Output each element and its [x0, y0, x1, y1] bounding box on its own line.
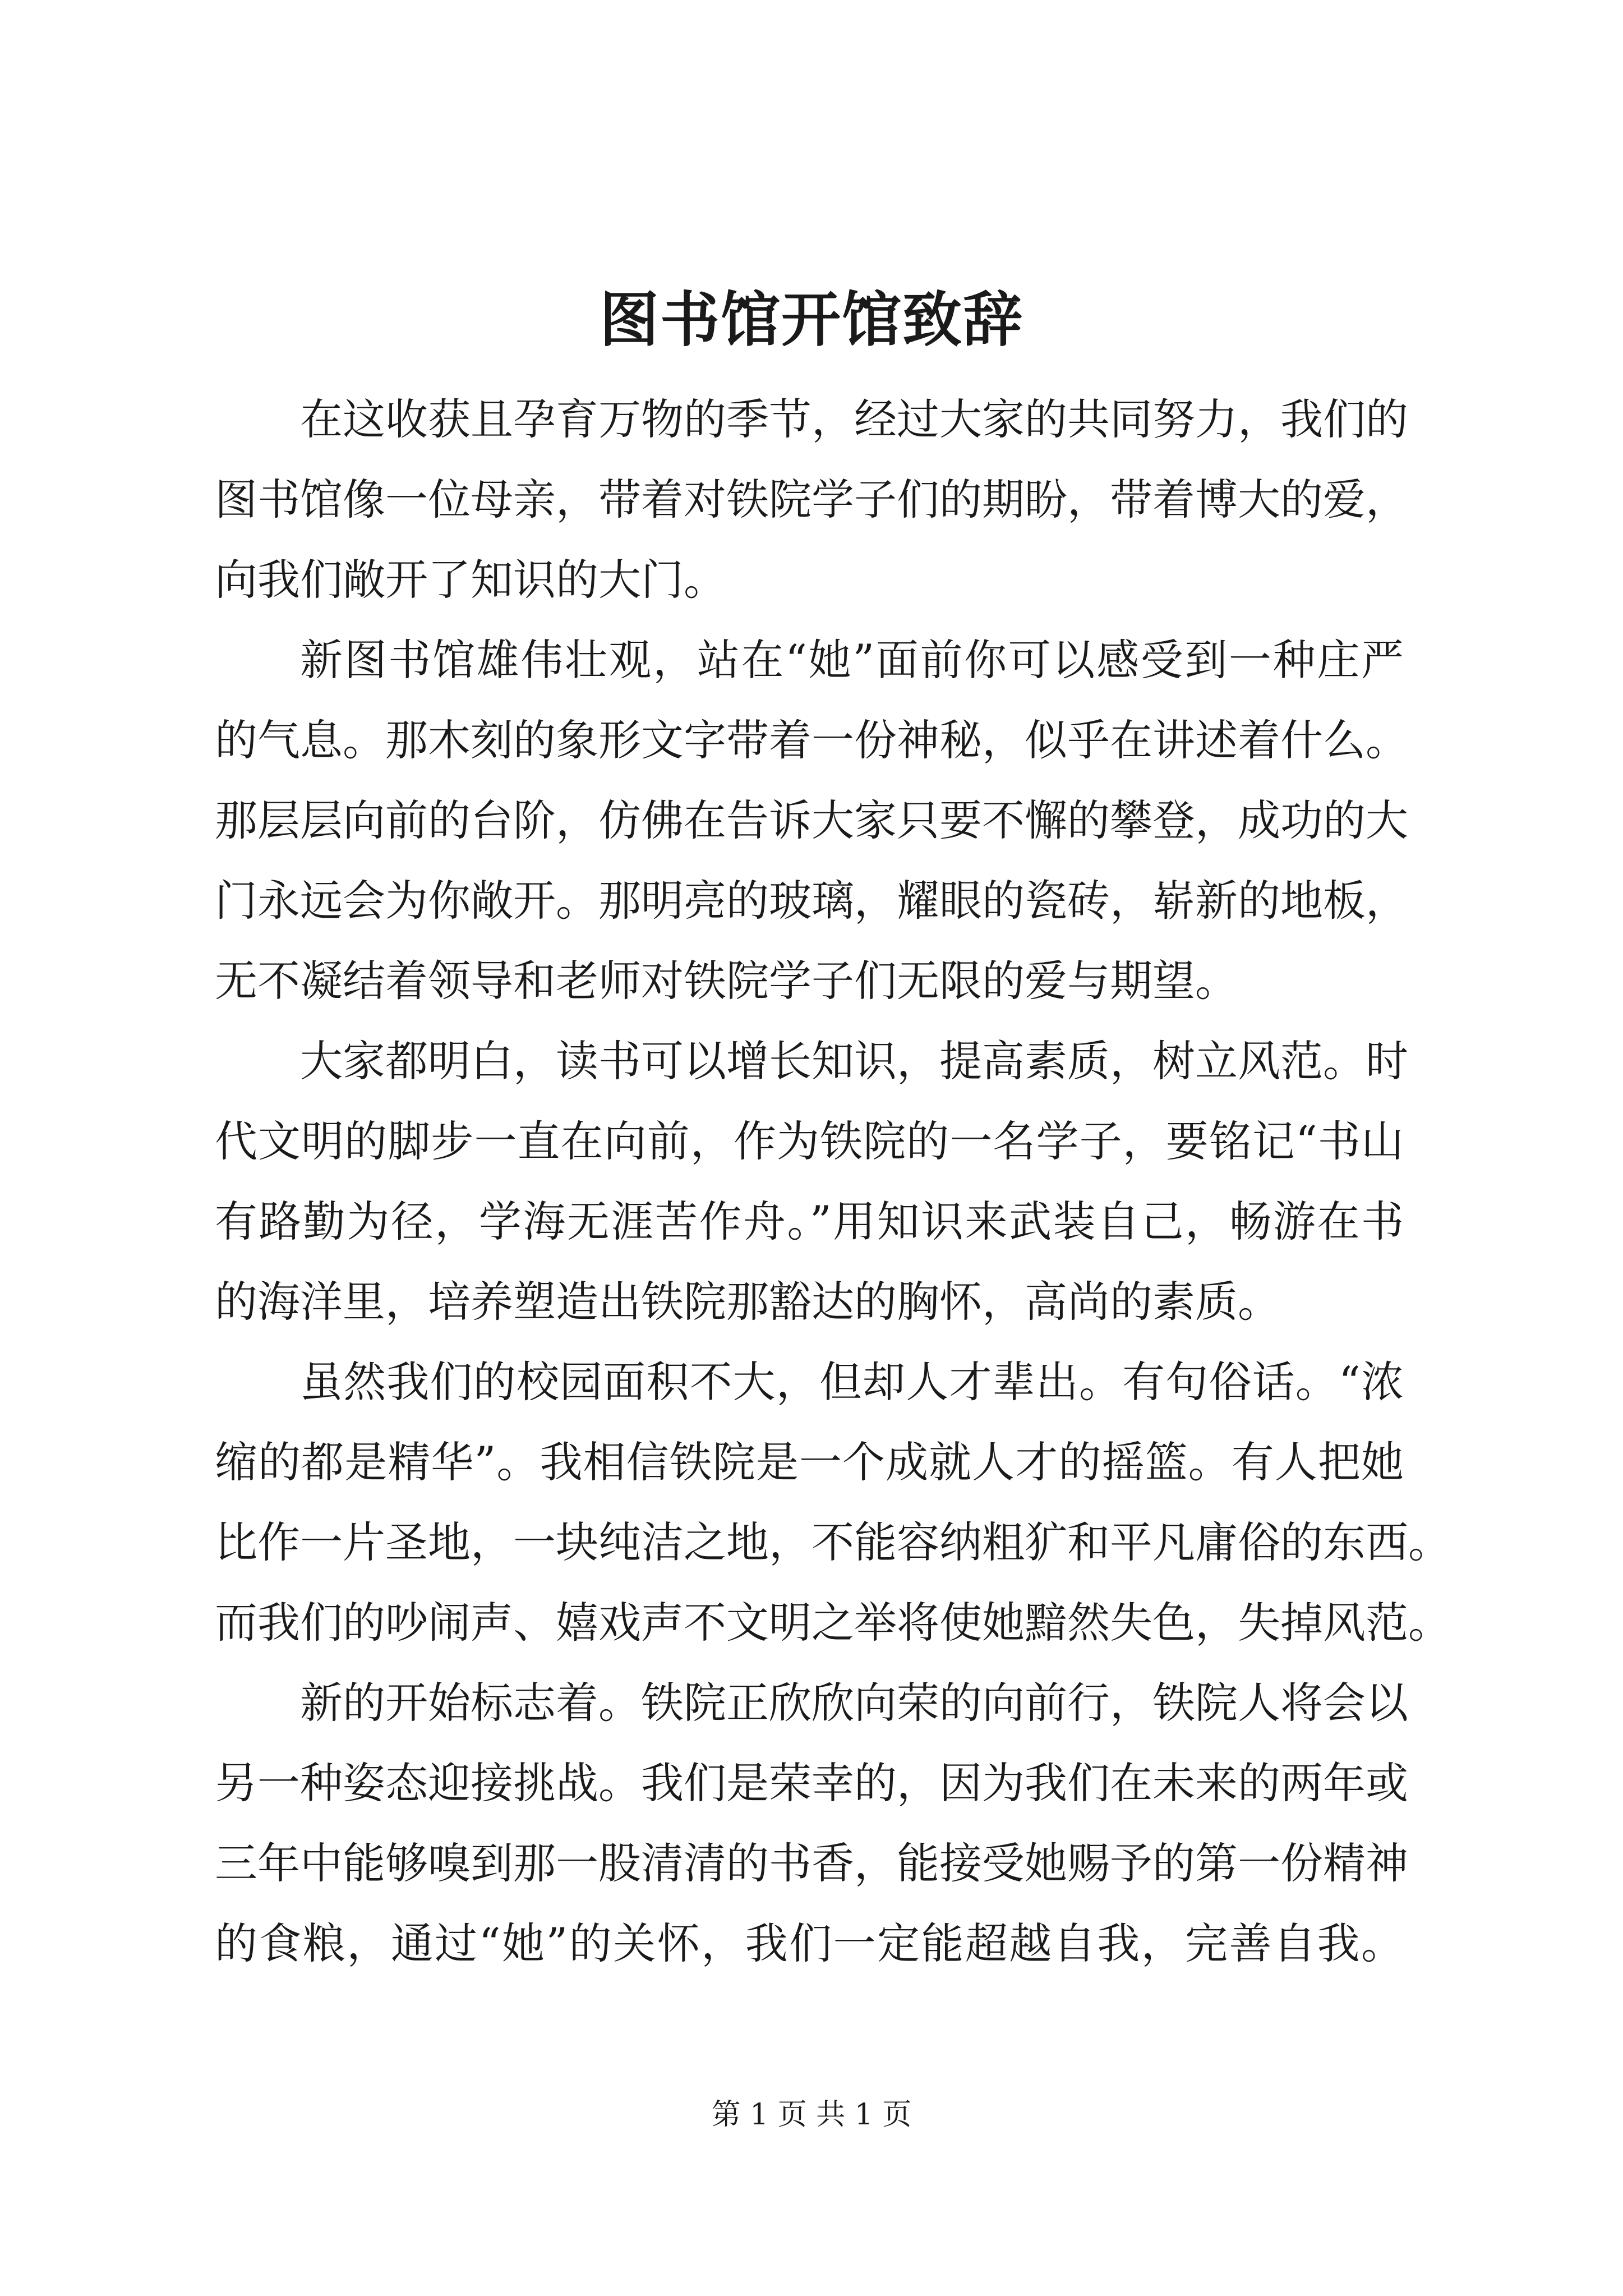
text-line: 门永远会为你敞开。那明亮的玻璃，耀眼的瓷砖，崭新的地板，	[215, 876, 1408, 926]
text-line: 的海洋里，培养塑造出铁院那豁达的胸怀，高尚的素质。	[215, 1277, 1280, 1327]
text-line: 虽然我们的校园面积不大，但却人才辈出。有句俗话。“浓	[300, 1357, 1404, 1407]
text-line: 向我们敞开了知识的大门。	[215, 555, 726, 605]
paragraph-2	[215, 620, 1408, 1021]
text-line: 那层层向前的台阶，仿佛在告诉大家只要不懈的攀登，成功的大	[215, 795, 1408, 845]
page-title: 图书馆开馆致辞	[600, 284, 1023, 355]
paragraph-3	[215, 1021, 1408, 1342]
text-line: 的气息。那木刻的象形文字带着一份神秘，似乎在讲述着什么。	[215, 715, 1408, 765]
text-line: 大家都明白，读书可以增长知识，提高素质，树立风范。时	[300, 1036, 1408, 1086]
text-line: 图书馆像一位母亲，带着对铁院学子们的期盼，带着博大的爱，	[215, 475, 1408, 524]
page-footer: 第 1 页 共 1 页	[711, 2098, 912, 2132]
paragraph-1	[215, 379, 1408, 620]
text-line: 的食粮，通过“她”的关怀，我们一定能超越自我，完善自我。	[215, 1918, 1404, 1968]
text-line: 缩的都是精华”。我相信铁院是一个成就人才的摇篮。有人把她	[215, 1437, 1404, 1487]
paragraph-5	[215, 1663, 1408, 1984]
text-line: 新的开始标志着。铁院正欣欣向荣的向前行，铁院人将会以	[300, 1678, 1408, 1728]
text-line: 有路勤为径，学海无涯苦作舟。”用知识来武装自己，畅游在书	[215, 1197, 1404, 1246]
text-line: 另一种姿态迎接挑战。我们是荣幸的，因为我们在未来的两年或	[215, 1758, 1408, 1808]
text-line: 代文明的脚步一直在向前，作为铁院的一名学子，要铭记“书山	[215, 1116, 1404, 1166]
text-line: 比作一片圣地，一块纯洁之地，不能容纳粗犷和平凡庸俗的东西。	[215, 1517, 1451, 1567]
text-line: 新图书馆雄伟壮观，站在“她”面前你可以感受到一种庄严	[300, 635, 1404, 685]
document-body	[215, 379, 1451, 1984]
paragraph-4	[215, 1342, 1451, 1663]
text-line: 在这收获且孕育万物的季节，经过大家的共同努力，我们的	[300, 394, 1408, 444]
text-line: 而我们的吵闹声、嬉戏声不文明之举将使她黯然失色，失掉风范。	[215, 1598, 1451, 1648]
text-line: 三年中能够嗅到那一股清清的书香，能接受她赐予的第一份精神	[215, 1838, 1408, 1888]
text-line: 无不凝结着领导和老师对铁院学子们无限的爱与期望。	[215, 956, 1238, 1006]
